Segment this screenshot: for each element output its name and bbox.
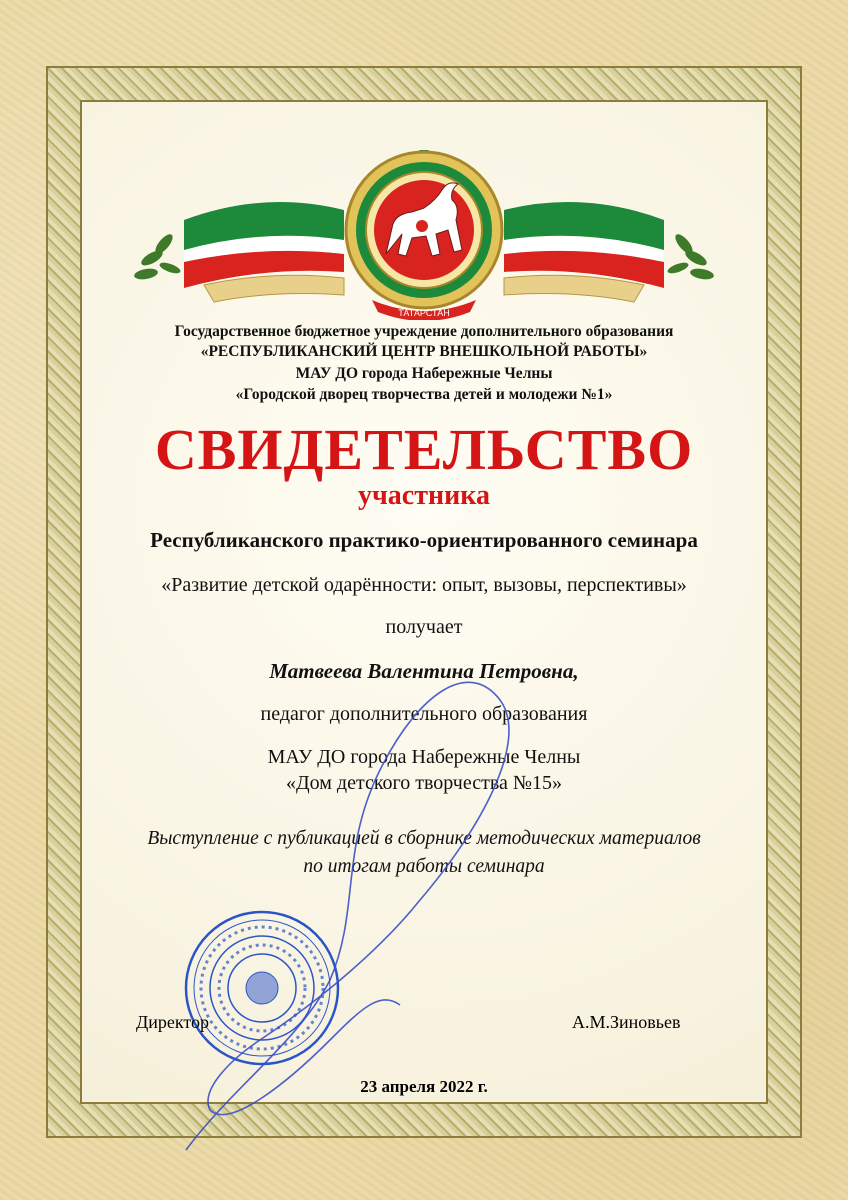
certificate-subtitle: участника: [358, 480, 490, 511]
org-line-4: «Городской дворец творчества детей и молодежи №1»: [235, 386, 613, 403]
note-line-2: по итогам работы семинара: [303, 856, 545, 877]
org-line-3: МАУ ДО города Набережные Челны: [295, 365, 553, 382]
emblem-ribbon-text: ТАТАРСТАН: [398, 308, 450, 318]
org-line-1: Государственное бюджетное учреждение дополнительного образования: [174, 323, 674, 340]
note-line-1: Выступление с публикацией в сборнике методических материалов: [147, 828, 701, 849]
signature-name: А.М.Зиновьев: [572, 1012, 681, 1032]
certificate-title: СВИДЕТЕЛЬСТВО: [154, 417, 694, 482]
seminar-theme: «Развитие детской одарённости: опыт, вызовы, перспективы»: [161, 574, 687, 596]
recipient-position: педагог дополнительного образования: [260, 703, 588, 725]
tatarstan-emblem-icon: [124, 150, 724, 320]
signature-role: Директор: [136, 1012, 210, 1032]
recipient-org-line-1: МАУ ДО города Набережные Челны: [267, 746, 581, 768]
recipient-name: Матвеева Валентина Петровна,: [269, 659, 579, 683]
recipient-org-line-2: «Дом детского творчества №15»: [286, 772, 562, 794]
seminar-name: Республиканского практико-ориентированного семинара: [150, 528, 698, 552]
org-line-2: «РЕСПУБЛИКАНСКИЙ ЦЕНТР ВНЕШКОЛЬНОЙ РАБОТЫ»: [200, 343, 648, 360]
issue-date: 23 апреля 2022 г.: [360, 1077, 488, 1096]
receives-label: получает: [385, 616, 463, 638]
